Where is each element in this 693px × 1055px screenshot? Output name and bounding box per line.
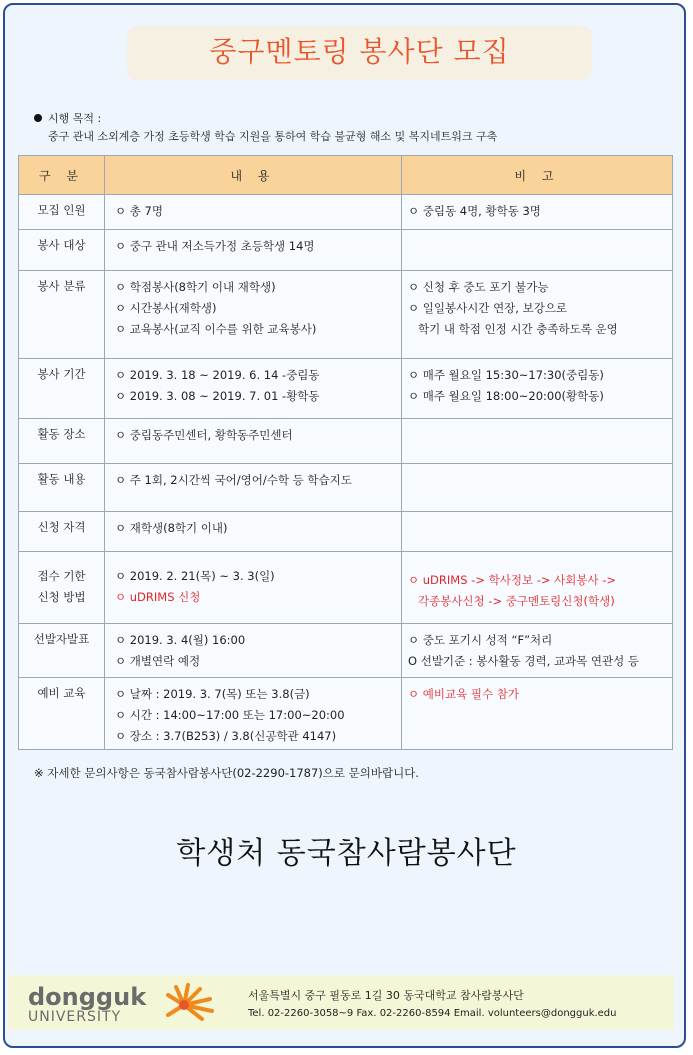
- content-line: ㅇ 총 7명: [115, 204, 163, 218]
- row-content: [105, 464, 402, 512]
- category-label: 봉사 대상: [37, 238, 86, 252]
- header-category: 구 분: [19, 156, 105, 195]
- category-label: 신청 방법: [37, 590, 86, 604]
- category-label: 활동 내용: [37, 472, 86, 486]
- note-line: ㅇ 중림동 4명, 황학동 3명: [408, 204, 541, 218]
- university-logo: [28, 983, 228, 1023]
- row-note: [402, 195, 673, 230]
- content-line: ㅇ 중림동주민센터, 황학동주민센터: [115, 428, 293, 442]
- category-label: 모집 인원: [37, 203, 86, 217]
- content-line: ㅇ 2019. 3. 18 ~ 2019. 6. 14 -중림동: [115, 368, 320, 382]
- table-row: [19, 512, 673, 552]
- row-content: [105, 624, 402, 678]
- content-line: ㅇ 날짜 : 2019. 3. 7(목) 또는 3.8(금): [115, 687, 310, 701]
- category-label: 선발자발표: [33, 632, 90, 646]
- row-content: [105, 359, 402, 419]
- row-note: [402, 512, 673, 552]
- row-note: [402, 464, 673, 512]
- table-row: [19, 678, 673, 750]
- table-row: [19, 624, 673, 678]
- row-note: [402, 624, 673, 678]
- table-row: [19, 419, 673, 464]
- row-category: [19, 464, 105, 512]
- table-row: [19, 464, 673, 512]
- category-label: 예비 교육: [37, 686, 86, 700]
- content-line: ㅇ 교육봉사(교직 이수를 위한 교육봉사): [115, 322, 317, 336]
- sunburst-logo-icon: [162, 983, 218, 1023]
- page-title: 중구멘토링 봉사단 모집: [127, 26, 592, 80]
- content-line: ㅇ 학점봉사(8학기 이내 재학생): [115, 280, 276, 294]
- row-content: [105, 512, 402, 552]
- row-category: [19, 271, 105, 359]
- category-label: 봉사 분류: [37, 279, 86, 293]
- purpose-section: [34, 110, 497, 146]
- logo-wordmark: dongguk: [28, 983, 147, 1011]
- content-line: ㅇ 장소 : 3.7(B253) / 3.8(신공학관 4147): [115, 729, 337, 743]
- footnote: ※ 자세한 문의사항은 동국참사람봉사단(02-2290-1787)으로 문의바랍니다.: [34, 766, 419, 780]
- note-line: ㅇ 일일봉사시간 연장, 보강으로: [408, 301, 568, 315]
- content-line: ㅇ 시간 : 14:00~17:00 또는 17:00~20:00: [115, 708, 345, 722]
- logo-subtitle: UNIVERSITY: [28, 1009, 122, 1025]
- row-content: [105, 419, 402, 464]
- footer: [8, 975, 674, 1030]
- row-content: [105, 678, 402, 750]
- content-line: ㅇ 중구 관내 저소득가정 초등학생 14명: [115, 239, 315, 253]
- row-content: [105, 230, 402, 271]
- note-line: ㅇ uDRIMS -> 학사정보 -> 사회봉사 ->: [408, 573, 617, 587]
- content-line: ㅇ 2019. 3. 4(월) 16:00: [115, 633, 246, 647]
- row-note: [402, 678, 673, 750]
- content-line: ㅇ 2019. 2. 21(목) ~ 3. 3(일): [115, 569, 275, 583]
- table-header-row: [19, 156, 673, 195]
- note-line: O 선발기준 : 봉사활동 경력, 교과목 연관성 등: [408, 654, 640, 668]
- category-label: 신청 자격: [37, 520, 86, 534]
- category-label: 활동 장소: [37, 427, 86, 441]
- row-note: [402, 359, 673, 419]
- row-note: [402, 271, 673, 359]
- row-category: [19, 230, 105, 271]
- row-category: [19, 419, 105, 464]
- purpose-text: 중구 관내 소외계층 가정 초등학생 학습 지원을 통하여 학습 불균형 해소 및 복지네트워크 구축: [48, 130, 498, 143]
- row-content: [105, 271, 402, 359]
- note-line: ㅇ 예비교육 필수 참가: [408, 687, 519, 701]
- note-line: 학기 내 학점 인정 시간 충족하도록 운영: [418, 322, 618, 336]
- table-row: [19, 230, 673, 271]
- row-category: [19, 552, 105, 624]
- header-content: 내 용: [105, 156, 402, 195]
- note-line: ㅇ 매주 월요일 15:30~17:30(중림동): [408, 368, 604, 382]
- recruitment-table: [18, 155, 673, 750]
- content-line: ㅇ 개별연락 예정: [115, 654, 201, 668]
- row-category: [19, 195, 105, 230]
- footer-address: 서울특별시 중구 필동로 1길 30 동국대학교 참사람봉사단: [248, 989, 524, 1002]
- note-line: ㅇ 매주 월요일 18:00~20:00(황학동): [408, 389, 604, 403]
- purpose-heading: 시행 목적 :: [48, 112, 102, 125]
- content-line: ㅇ 시간봉사(재학생): [115, 301, 217, 315]
- footer-contact: Tel. 02-2260-3058~9 Fax. 02-2260-8594 Email. volunteers@dongguk.edu: [248, 1008, 617, 1019]
- table-row: [19, 271, 673, 359]
- note-line: ㅇ 신청 후 중도 포기 불가능: [408, 280, 549, 294]
- table-row: [19, 359, 673, 419]
- row-content: [105, 195, 402, 230]
- organization-name: 학생처 동국참사람봉사단: [176, 836, 517, 871]
- table-row: [19, 552, 673, 624]
- table-row: [19, 195, 673, 230]
- row-note: [402, 552, 673, 624]
- category-label: 봉사 기간: [37, 367, 86, 381]
- content-line: ㅇ 2019. 3. 08 ~ 2019. 7. 01 -황학동: [115, 389, 320, 403]
- note-line: 각종봉사신청 -> 중구멘토링신청(학생): [418, 594, 615, 608]
- row-note: [402, 230, 673, 271]
- row-content: [105, 552, 402, 624]
- row-category: [19, 512, 105, 552]
- row-category: [19, 624, 105, 678]
- row-category: [19, 359, 105, 419]
- row-category: [19, 678, 105, 750]
- category-label: 접수 기한: [37, 569, 86, 583]
- content-line: ㅇ 재학생(8학기 이내): [115, 521, 228, 535]
- content-line: ㅇ 주 1회, 2시간씩 국어/영어/수학 등 학습지도: [115, 473, 352, 487]
- note-line: ㅇ 중도 포기시 성적 “F”처리: [408, 633, 553, 647]
- bullet-icon: [34, 114, 42, 122]
- row-note: [402, 419, 673, 464]
- header-note: 비 고: [402, 156, 673, 195]
- content-line: ㅇ uDRIMS 신청: [115, 590, 201, 604]
